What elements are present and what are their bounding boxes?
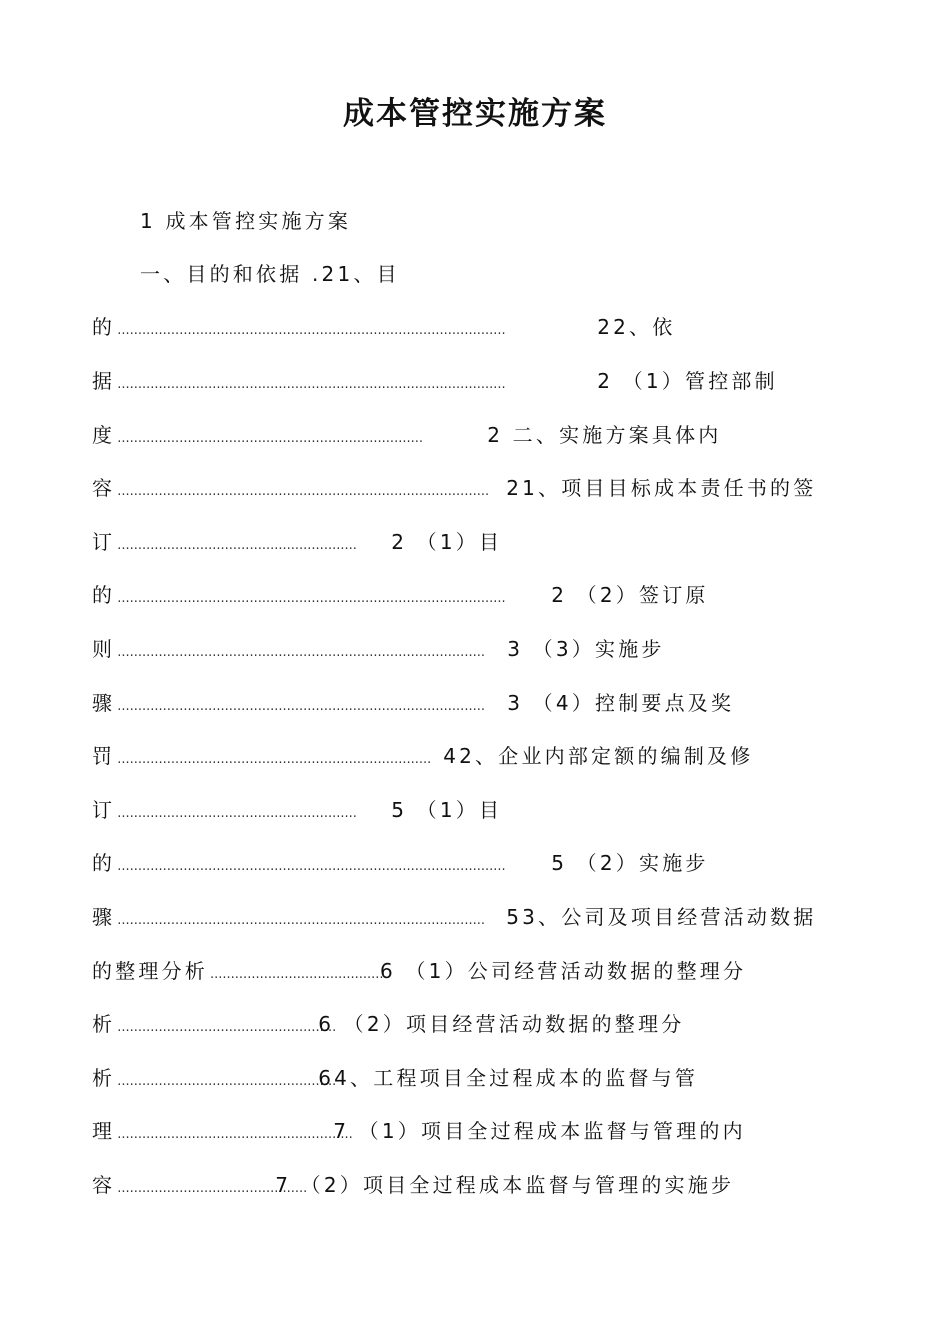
toc-line [92, 580, 709, 610]
toc-line-head: 析 [92, 1012, 116, 1036]
document-title: 成本管控实施方案 [343, 96, 607, 132]
toc-line-head: 据 [92, 369, 116, 393]
toc-line-tail: 5 （1）目 [391, 798, 503, 822]
toc-line [140, 259, 400, 289]
toc-leader-dots: .............................................................................................. [117, 859, 506, 874]
toc-line [92, 473, 816, 503]
toc-line [92, 312, 675, 342]
toc-line-head: 则 [92, 637, 116, 661]
toc-line [92, 420, 722, 450]
toc-line [92, 795, 502, 825]
toc-line [92, 848, 709, 878]
toc-line-tail: 2 （1）管控部制 [597, 369, 778, 393]
toc-line-head: 的 [92, 315, 116, 339]
toc-line-tail: 6 （1）公司经营活动数据的整理分 [380, 959, 747, 983]
toc-line [92, 688, 734, 718]
toc-line-head: 容 [92, 1173, 116, 1197]
toc-line [92, 1170, 734, 1200]
toc-leader-dots: ..................................................... [117, 1020, 337, 1035]
toc-line-head: 罚 [92, 744, 116, 768]
toc-line [92, 1009, 684, 1039]
toc-line [92, 956, 746, 986]
toc-leader-dots: .......................................................... [117, 806, 357, 821]
toc-leader-dots: .............................................................................................. [117, 377, 506, 392]
toc-leader-dots: .......................................................... [117, 538, 357, 553]
toc-line-head: 一、目的和依据 .21、目 [140, 262, 400, 286]
toc-line-tail: 3 （4）控制要点及奖 [507, 691, 735, 715]
toc-line-tail: 2 二、实施方案具体内 [487, 423, 722, 447]
toc-leader-dots: .......................................................................................... [117, 484, 490, 499]
toc-leader-dots: ......................................................................................... [117, 913, 485, 928]
toc-leader-dots: ............................................................................ [117, 752, 432, 767]
toc-line-tail: 21、项目目标成本责任书的签 [506, 476, 817, 500]
toc-line [92, 527, 502, 557]
toc-line [92, 1063, 698, 1093]
toc-line [92, 902, 816, 932]
toc-line [140, 206, 351, 236]
toc-line-tail: 6 （2）项目经营活动数据的整理分 [318, 1012, 685, 1036]
toc-leader-dots: .............................................. [117, 1181, 308, 1196]
toc-line-tail: 3 （3）实施步 [507, 637, 665, 661]
toc-line [92, 1116, 746, 1146]
toc-line-head: 的整理分析 [92, 959, 208, 983]
toc-leader-dots: ......................................................... [117, 1127, 353, 1142]
toc-line-tail: 5 （2）实施步 [551, 851, 709, 875]
toc-line-tail: 7 （2）项目全过程成本监督与管理的实施步 [275, 1173, 735, 1197]
toc-line-head: 度 [92, 423, 116, 447]
toc-line-head: 骤 [92, 905, 116, 929]
toc-line-head: 订 [92, 798, 116, 822]
toc-leader-dots: ......................................................................................... [117, 699, 485, 714]
toc-line-head: 的 [92, 851, 116, 875]
toc-line-head: 理 [92, 1119, 116, 1143]
toc-leader-dots: .............................................................................................. [117, 323, 506, 338]
toc-line [92, 741, 753, 771]
toc-leader-dots: ......................................................................................... [117, 645, 485, 660]
toc-line-tail: 64、工程项目全过程成本的监督与管 [318, 1066, 699, 1090]
toc-line-tail: 2 （1）目 [391, 530, 503, 554]
toc-line-head: 订 [92, 530, 116, 554]
toc-line-tail: 42、企业内部定额的编制及修 [443, 744, 754, 768]
toc-line-tail: 22、依 [597, 315, 676, 339]
toc-line-head: 的 [92, 583, 116, 607]
toc-line-head: 骤 [92, 691, 116, 715]
toc-line-head: 析 [92, 1066, 116, 1090]
toc-leader-dots: .......................................................................... [117, 431, 423, 446]
toc-line-tail: 7 （1）项目全过程成本监督与管理的内 [333, 1119, 746, 1143]
toc-leader-dots: .............................................................................................. [117, 591, 506, 606]
toc-line-head: 容 [92, 476, 116, 500]
toc-line [92, 634, 665, 664]
toc-line-tail: 53、公司及项目经营活动数据 [506, 905, 817, 929]
toc-leader-dots: ..................................................... [117, 1074, 337, 1089]
toc-line [92, 366, 778, 396]
toc-line-head: 1 成本管控实施方案 [140, 209, 352, 233]
toc-line-tail: 2 （2）签订原 [551, 583, 709, 607]
toc-leader-dots: ........................................... [210, 967, 388, 982]
